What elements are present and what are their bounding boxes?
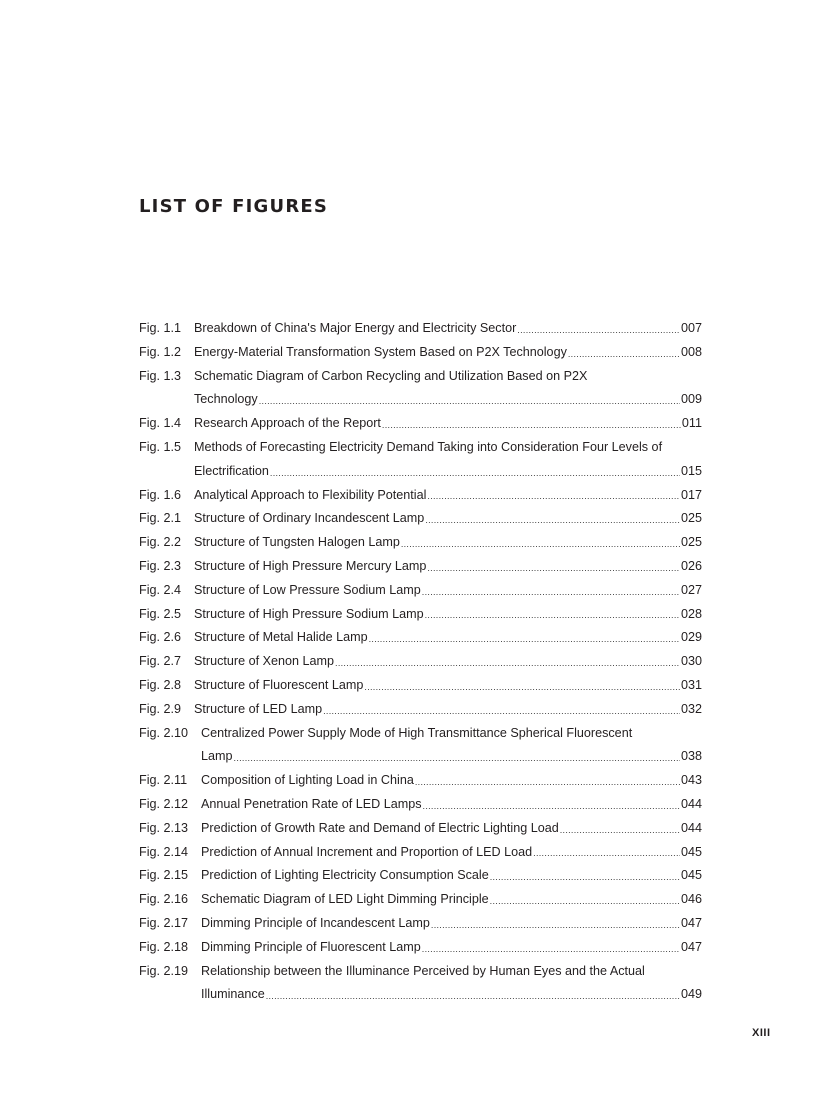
- page-reference: 045: [680, 844, 702, 859]
- figure-title: Illuminance: [201, 987, 265, 1002]
- figure-number: Fig. 2.17: [139, 915, 189, 930]
- figure-title: Breakdown of China's Major Energy and Electricity Sector: [194, 321, 517, 335]
- dot-leader: [423, 793, 680, 817]
- dot-leader: [415, 769, 680, 793]
- figure-entry[interactable]: [139, 864, 702, 888]
- figure-title: Dimming Principle of Incandescent Lamp: [201, 915, 430, 930]
- dot-leader: [427, 484, 680, 508]
- figure-entry[interactable]: [139, 579, 702, 603]
- figure-entry[interactable]: [139, 960, 702, 1008]
- page-reference: 011: [681, 416, 702, 431]
- dot-leader: [431, 912, 680, 936]
- page-reference: 047: [680, 915, 702, 930]
- figure-title: Structure of Fluorescent Lamp: [194, 677, 364, 692]
- figure-title: Prediction of Annual Increment and Proportion of LED Load: [201, 844, 533, 859]
- page-reference: 017: [680, 487, 702, 502]
- page-reference: 047: [680, 939, 702, 954]
- figure-title: Analytical Approach to Flexibility Potential: [194, 487, 427, 502]
- figure-entry[interactable]: [139, 698, 702, 722]
- dot-leader: [533, 841, 680, 865]
- dot-leader: [425, 507, 680, 531]
- figure-entry[interactable]: [139, 603, 702, 627]
- figure-number: Fig. 2.5: [139, 606, 181, 621]
- page-reference: 015: [680, 463, 702, 478]
- figure-title: Structure of High Pressure Sodium Lamp: [194, 606, 424, 621]
- figure-entry[interactable]: [139, 531, 702, 555]
- page-reference: 030: [680, 654, 702, 669]
- figure-title: Schematic Diagram of LED Light Dimming Principle: [201, 892, 489, 907]
- figure-entry[interactable]: [139, 936, 702, 960]
- page-number: XIII: [752, 1027, 771, 1039]
- figure-entry[interactable]: [139, 769, 702, 793]
- figure-entry[interactable]: [139, 817, 702, 841]
- page-reference: 045: [680, 868, 702, 883]
- figure-title: Annual Penetration Rate of LED Lamps: [201, 796, 422, 811]
- figure-entry[interactable]: [139, 841, 702, 865]
- figure-entry[interactable]: [139, 626, 702, 650]
- figure-number: Fig. 2.9: [139, 701, 181, 716]
- figure-entry[interactable]: [139, 341, 702, 365]
- page-reference: 008: [680, 344, 702, 359]
- figure-title: Structure of High Pressure Mercury Lamp: [194, 558, 427, 573]
- figure-number: Fig. 1.1: [139, 321, 181, 335]
- figure-number: Fig. 2.18: [139, 939, 189, 954]
- figure-number: Fig. 2.4: [139, 582, 181, 597]
- page-reference: 007: [680, 321, 702, 335]
- figure-number: Fig. 1.3: [139, 368, 181, 383]
- figure-entry[interactable]: [139, 793, 702, 817]
- dot-leader: [259, 388, 680, 412]
- figure-list: [139, 317, 702, 1007]
- page-reference: 027: [680, 582, 702, 597]
- figure-number: Fig. 2.10: [139, 725, 189, 740]
- figure-title: Structure of Ordinary Incandescent Lamp: [194, 511, 425, 526]
- figure-title: Composition of Lighting Load in China: [201, 773, 414, 788]
- figure-entry[interactable]: [139, 317, 702, 341]
- figure-title: Lamp: [201, 749, 233, 764]
- figure-title: Prediction of Lighting Electricity Consumption Scale: [201, 868, 489, 883]
- figure-title: Structure of Xenon Lamp: [194, 654, 335, 669]
- page-reference: 026: [680, 558, 702, 573]
- dot-leader: [382, 412, 681, 436]
- page-reference: 044: [680, 820, 702, 835]
- page-reference: 028: [680, 606, 702, 621]
- figure-title: Prediction of Growth Rate and Demand of Electric Lighting Load: [201, 820, 559, 835]
- figure-entry[interactable]: [139, 674, 702, 698]
- figure-number: Fig. 2.3: [139, 558, 181, 573]
- page-title: LIST OF FIGURES: [139, 196, 329, 217]
- page-reference: 046: [680, 892, 702, 907]
- figure-number: Fig. 1.6: [139, 487, 181, 502]
- figure-entry[interactable]: [139, 650, 702, 674]
- dot-leader: [490, 864, 680, 888]
- dot-leader: [266, 983, 680, 1007]
- dot-leader: [369, 626, 680, 650]
- dot-leader: [425, 603, 680, 627]
- page-reference: 009: [680, 392, 702, 407]
- dot-leader: [427, 555, 680, 579]
- figure-title: Centralized Power Supply Mode of High Transmittance Spherical Fluorescent: [201, 725, 633, 740]
- page-reference: 031: [680, 677, 702, 692]
- figure-entry[interactable]: [139, 555, 702, 579]
- figure-title: Methods of Forecasting Electricity Demand Taking into Consideration Four Levels of: [194, 439, 663, 454]
- page-reference: 038: [680, 749, 702, 764]
- figure-entry[interactable]: [139, 484, 702, 508]
- dot-leader: [560, 817, 680, 841]
- figure-title: Structure of LED Lamp: [194, 701, 323, 716]
- page-reference: 025: [680, 535, 702, 550]
- dot-leader: [422, 936, 680, 960]
- page-reference: 029: [680, 630, 702, 645]
- figure-title: Structure of Low Pressure Sodium Lamp: [194, 582, 421, 597]
- figure-title: Electrification: [194, 463, 269, 478]
- figure-number: Fig. 2.16: [139, 892, 189, 907]
- dot-leader: [364, 674, 680, 698]
- page-reference: 049: [680, 987, 702, 1002]
- dot-leader: [323, 698, 680, 722]
- dot-leader: [517, 317, 680, 341]
- figure-number: Fig. 2.7: [139, 654, 181, 669]
- page-reference: 032: [680, 701, 702, 716]
- figure-entry[interactable]: [139, 888, 702, 912]
- figure-entry[interactable]: [139, 436, 702, 484]
- figure-title: Structure of Metal Halide Lamp: [194, 630, 368, 645]
- figure-number: Fig. 2.8: [139, 677, 181, 692]
- figure-number: Fig. 2.13: [139, 820, 189, 835]
- dot-leader: [270, 460, 680, 484]
- figure-entry[interactable]: [139, 912, 702, 936]
- dot-leader: [401, 531, 680, 555]
- figure-number: Fig. 2.6: [139, 630, 181, 645]
- figure-title: Relationship between the Illuminance Perceived by Human Eyes and the Actual: [201, 963, 645, 978]
- figure-number: Fig. 2.19: [139, 963, 189, 978]
- figure-number: Fig. 2.11: [139, 773, 188, 788]
- page-reference: 043: [680, 773, 702, 788]
- figure-entry[interactable]: [139, 365, 702, 413]
- figure-number: Fig. 2.1: [139, 511, 181, 526]
- figure-number: Fig. 2.15: [139, 868, 189, 883]
- figure-entry[interactable]: [139, 507, 702, 531]
- figure-number: Fig. 1.4: [139, 416, 181, 431]
- dot-leader: [335, 650, 680, 674]
- page-reference: 044: [680, 796, 702, 811]
- figure-title: Technology: [194, 392, 258, 407]
- figure-number: Fig. 2.12: [139, 796, 189, 811]
- figure-title: Structure of Tungsten Halogen Lamp: [194, 535, 400, 550]
- dot-leader: [234, 745, 680, 769]
- figure-number: Fig. 2.14: [139, 844, 189, 859]
- figure-entry[interactable]: [139, 722, 702, 770]
- figure-title: Schematic Diagram of Carbon Recycling and Utilization Based on P2X: [194, 368, 588, 383]
- dot-leader: [568, 341, 680, 365]
- figure-number: Fig. 1.5: [139, 439, 181, 454]
- figure-title: Energy-Material Transformation System Based on P2X Technology: [194, 344, 567, 359]
- dot-leader: [490, 888, 680, 912]
- page-reference: 025: [680, 511, 702, 526]
- figure-number: Fig. 1.2: [139, 344, 181, 359]
- dot-leader: [422, 579, 680, 603]
- figure-title: Research Approach of the Report: [194, 416, 381, 431]
- figure-entry[interactable]: [139, 412, 702, 436]
- figure-title: Dimming Principle of Fluorescent Lamp: [201, 939, 421, 954]
- figure-number: Fig. 2.2: [139, 535, 181, 550]
